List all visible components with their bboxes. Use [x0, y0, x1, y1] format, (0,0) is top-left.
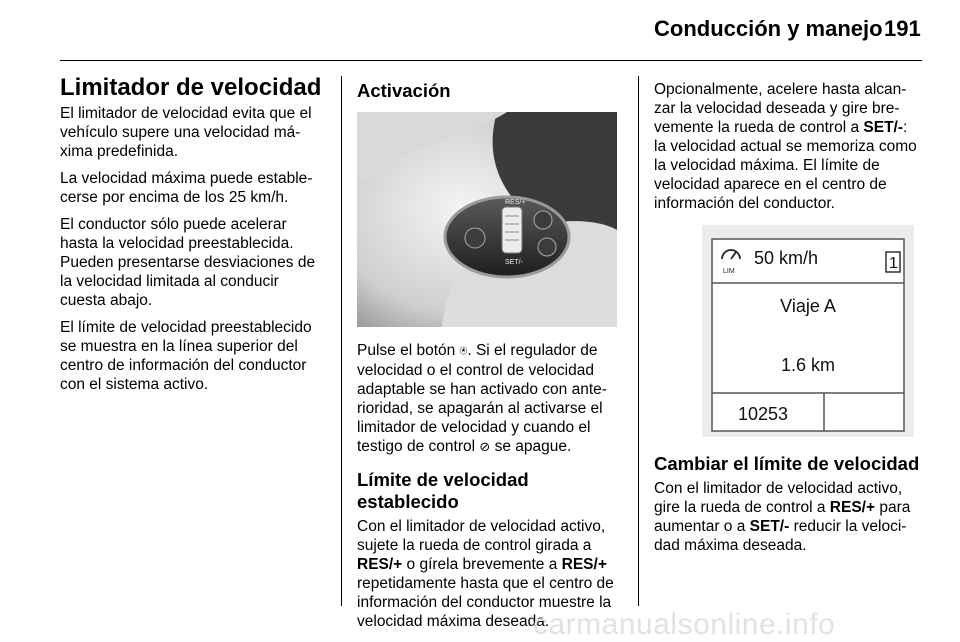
column-divider	[638, 76, 639, 606]
gear-indicator: 1	[889, 255, 898, 272]
speed-limit-set-heading: Límite de velocidad establecido	[357, 469, 529, 512]
optional-paragraph: Opcionalmente, acelere hasta alcan-zar la velocidad deseada y gire bre-vemente la rueda de control a SET/-: la velocidad actual se memoriza como la velocidad máxima. El límite de velocidad aparece en el centro de información del conductor.	[654, 81, 917, 212]
column-2	[357, 80, 625, 639]
section-heading: Limitador de velocidad	[60, 74, 322, 101]
running-header-title: Conducción y manejo	[654, 16, 883, 41]
paragraph: El límite de velocidad preestablecido se muestra en la línea superior del centro de información del conductor con el sistema activo.	[60, 319, 312, 393]
display-odometer: 10253	[738, 404, 789, 424]
header-rule	[60, 60, 922, 61]
paragraph: La velocidad máxima puede estable-cerse por encima de los 25 km/h.	[60, 170, 313, 206]
change-limit-heading: Cambiar el límite de velocidad	[654, 453, 920, 474]
driver-information-display	[702, 225, 914, 437]
speed-limit-set-paragraph: Con el limitador de velocidad activo, sujete la rueda de control girada a RES/+ o gírela brevemente a RES/+ repetidamente hasta que el centro de información del conductor muestre la velocidad máxima deseada.	[357, 518, 614, 630]
activation-heading: Activación	[357, 80, 451, 101]
display-speed: 50 km/h	[754, 248, 819, 268]
column-1	[60, 74, 328, 402]
wheel-label-res: RES/+	[505, 199, 526, 206]
wheel-label-set: SET/-	[505, 259, 523, 266]
paragraph: El limitador de velocidad evita que el vehículo supere una velocidad má-xima predefinida.	[60, 105, 312, 160]
display-trip-distance: 1.6 km	[780, 355, 836, 375]
speed-limiter-icon[interactable]: ⍟	[459, 344, 468, 359]
lim-label: LIM	[723, 268, 735, 275]
cruise-control-off-icon: ⊘	[479, 440, 491, 455]
activation-paragraph: Pulse el botón ⍟. Si el regulador de velocidad o el control de velocidad adaptable se han activado con ante-rioridad, se apagarán al activarse el limitador de velocidad y cuando el testigo de control ⊘ se apague.	[357, 342, 607, 455]
column-divider	[341, 76, 342, 606]
paragraph: El conductor sólo puede acelerar hasta la velocidad preestablecida. Pueden presentarse desviaciones de la velocidad limitada al conducir cuesta abajo.	[60, 216, 316, 309]
steering-wheel-illustration	[357, 112, 617, 327]
page-number: 191	[884, 16, 921, 41]
watermark: carmanualsonline.info	[533, 608, 836, 641]
column-3	[654, 80, 922, 563]
change-limit-paragraph: Con el limitador de velocidad activo, gire la rueda de control a RES/+ para aumentar o a SET/- reducir la veloci-dad máxima deseada.	[654, 480, 911, 554]
display-trip-label: Viaje A	[780, 296, 836, 316]
